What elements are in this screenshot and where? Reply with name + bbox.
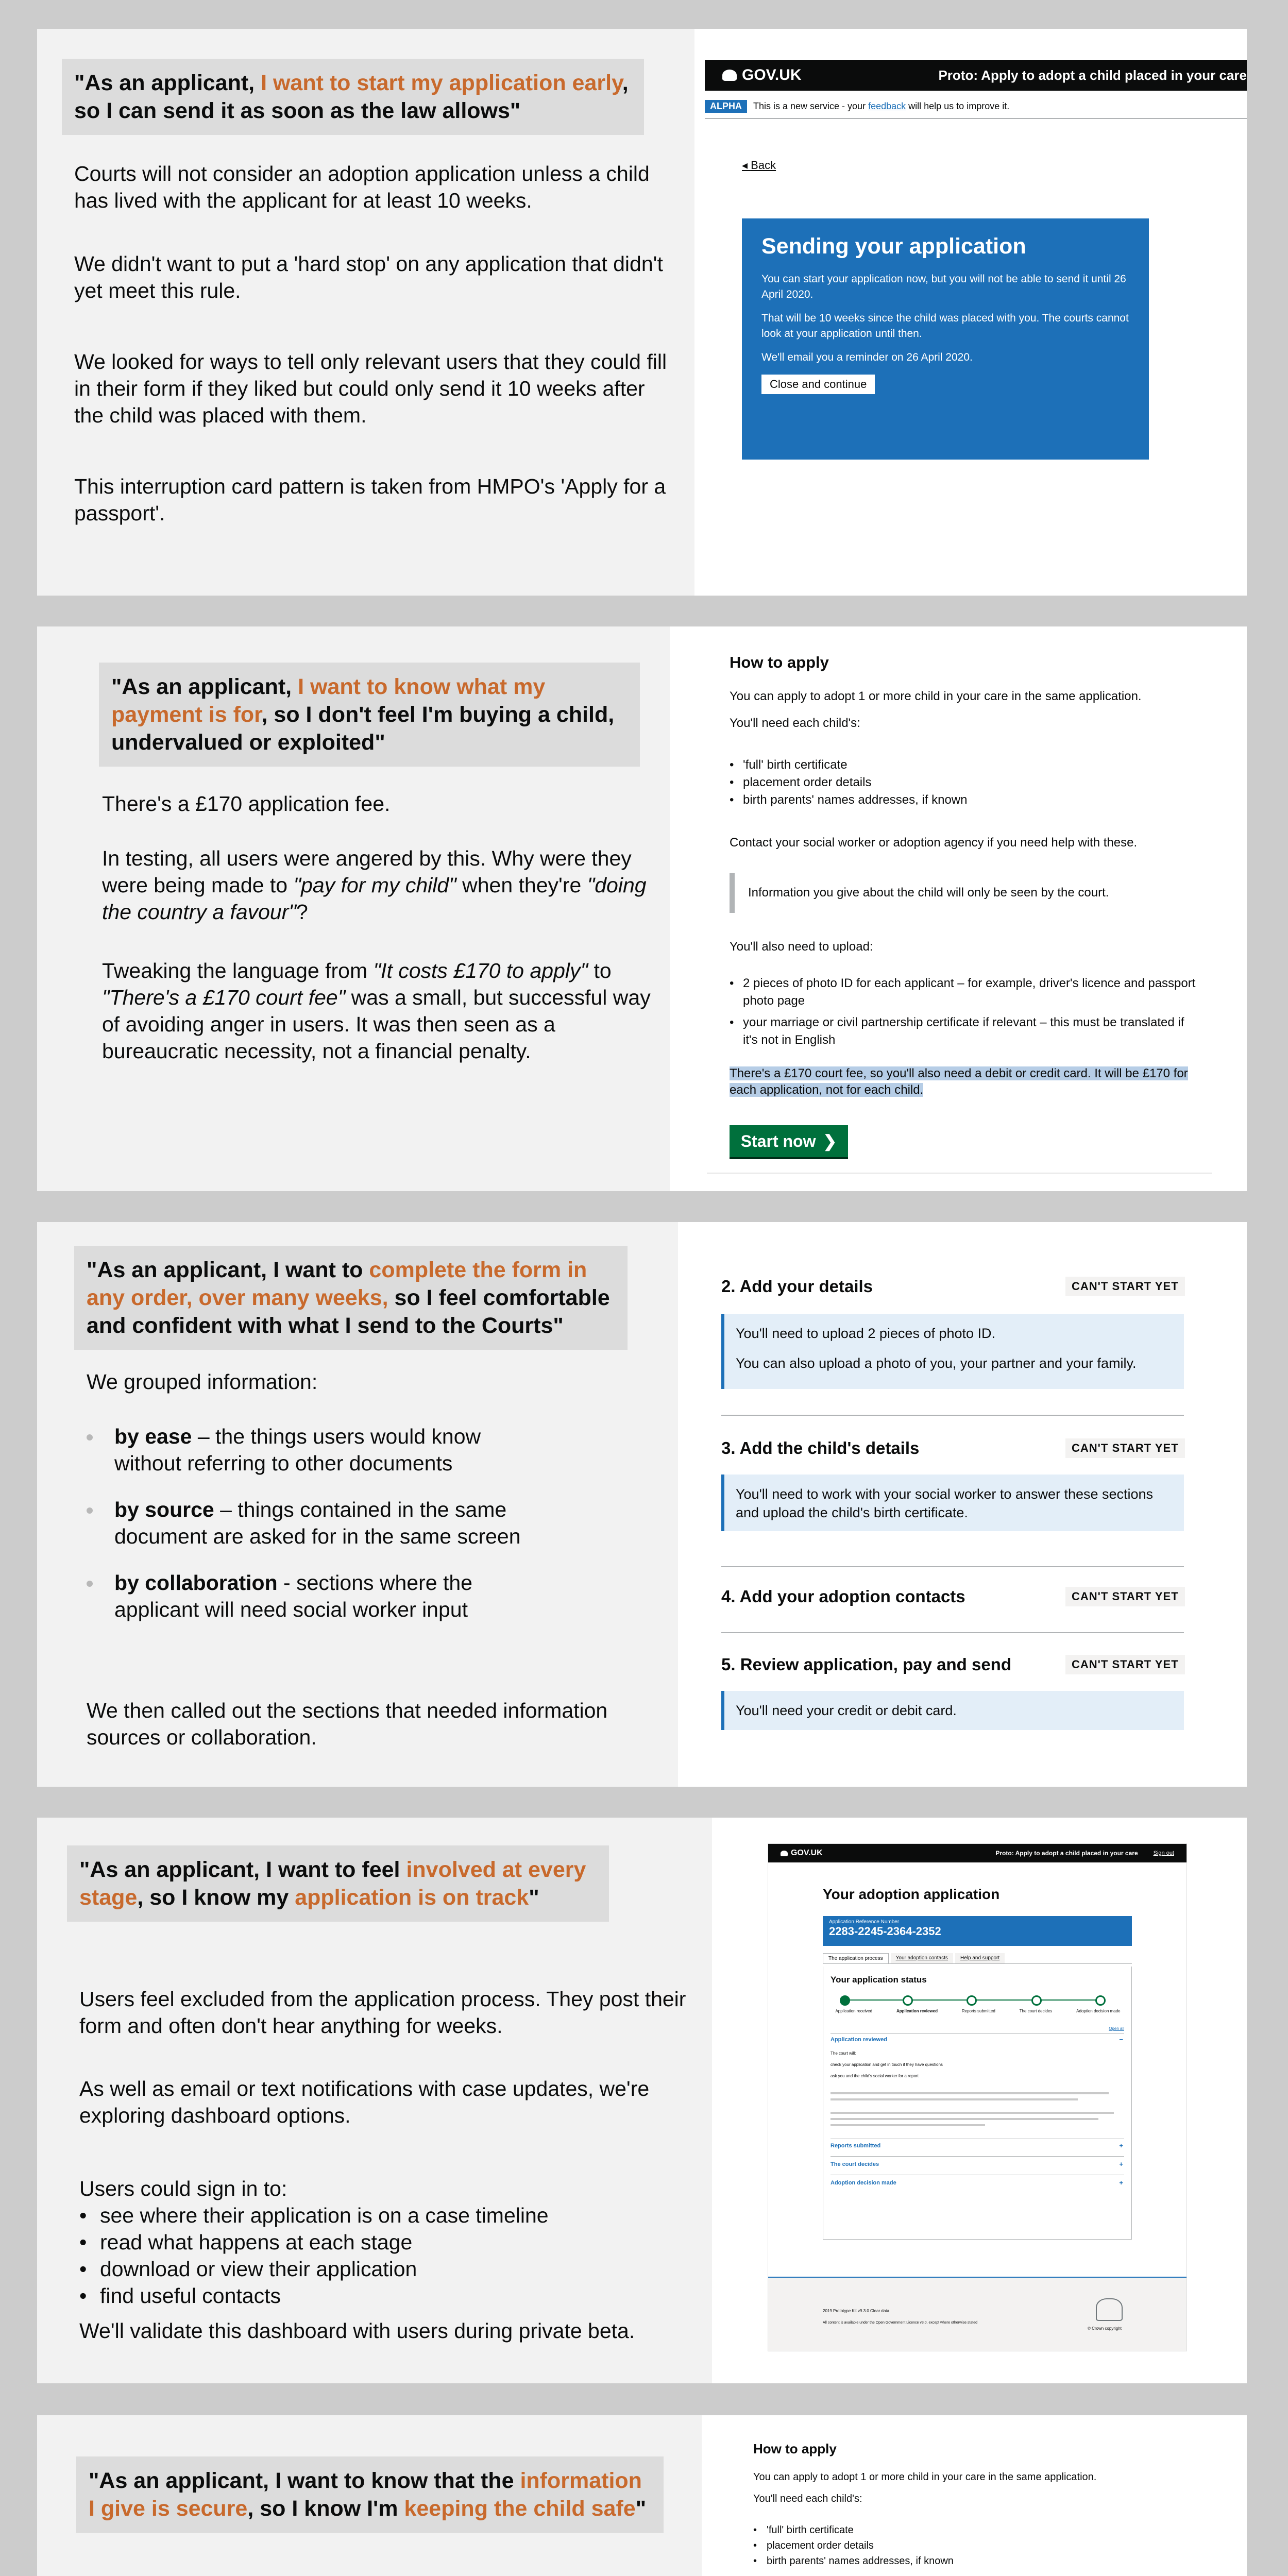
footer-links[interactable]: 2019 Prototype Kit v9.3.0 Clear data (823, 2309, 889, 2313)
paragraph: Users could sign in to: (79, 2177, 287, 2200)
interruption-panel (742, 218, 1149, 460)
accordion-reports-submitted[interactable]: Reports submitted (831, 2143, 881, 2149)
text: Contact your social worker or adoption agency if you need help with these. (730, 836, 1138, 850)
text-placeholder (831, 2092, 1109, 2094)
text-placeholder (831, 2098, 1078, 2100)
accordion-adoption-decision[interactable]: Adoption decision made (831, 2180, 896, 2186)
task-add-your-details[interactable]: 2. Add your details (721, 1277, 873, 1296)
plus-icon: + (1119, 2142, 1123, 2149)
text: You'll need each child's: (730, 716, 860, 730)
back-link[interactable]: ◂ Back (742, 159, 776, 172)
crest-icon (1096, 2298, 1123, 2321)
paragraph: We then called out the sections that needed information sources or collaboration. (87, 1699, 608, 1749)
how-to-apply-heading: How to apply (753, 2441, 837, 2456)
dashboard-frame (768, 1843, 1187, 2351)
uploads-list (730, 975, 1198, 1049)
sign-out-link[interactable]: Sign out (1153, 1850, 1174, 1856)
needs-list (730, 756, 1209, 809)
status-box (823, 1967, 1132, 2240)
panel-title: Sending your application (761, 234, 1026, 259)
open-all-link[interactable]: Open all (1109, 2026, 1124, 2031)
paragraph: We didn't want to put a 'hard stop' on any application that didn't yet meet this rule. (74, 252, 663, 302)
list-item: • read what happens at each stage (79, 2229, 687, 2256)
text: You can apply to adopt 1 or more child in your care in the same application. (730, 689, 1142, 703)
timeline-step (967, 1995, 977, 2006)
card-start-early (37, 29, 1247, 596)
govuk-header (768, 1844, 1187, 1862)
govuk-header (705, 60, 1247, 91)
list-item: • see where their application is on a case timeline (79, 2202, 687, 2229)
list-item: by collaboration - sections where the applicant will need social worker input (87, 1569, 550, 1623)
list-item: • find useful contacts (79, 2282, 687, 2309)
timeline-labels: Application received Application reviewed Reports submitted The court decides Adoption decision made (835, 2009, 1121, 2013)
list-item: • placement order details (730, 774, 1209, 791)
paragraph: As well as email or text notifications with case updates, we're exploring dashboard options. (79, 2077, 650, 2127)
screenshot-security (702, 2415, 1247, 2576)
list-item: • your marriage or civil partnership certificate if relevant – this must be translated if it's not in English (730, 1014, 1198, 1049)
text-placeholder (831, 2112, 1114, 2114)
plus-icon: + (1119, 2179, 1123, 2187)
dashboard-list (79, 2202, 687, 2309)
minus-icon: − (1119, 2036, 1123, 2043)
plus-icon: + (1119, 2160, 1123, 2168)
grouping-list (87, 1423, 550, 1640)
list-item: • birth parents' names addresses, if known (730, 791, 1209, 809)
divider (721, 1632, 1184, 1633)
paragraph: We'll validate this dashboard with users during private beta. (79, 2319, 635, 2343)
list-item: • 'full' birth certificate (730, 756, 1209, 774)
card-any-order (37, 1222, 1247, 1787)
chevron-right-icon: ❯ (823, 1132, 837, 1150)
service-name[interactable]: Proto: Apply to adopt a child placed in your care (938, 67, 1247, 83)
user-story-quote: "As an applicant, I want to start my application early, so I can send it as soon as the law allows" (62, 59, 644, 135)
list-item: by ease – the things users would know without referring to other documents (87, 1423, 550, 1477)
footer-licence: All content is available under the Open Government Licence v3.0, except where otherwise stated (823, 2321, 978, 2325)
crown-icon (722, 70, 737, 81)
quote-highlight: I want to start my application early (261, 71, 622, 95)
divider (831, 2156, 1124, 2157)
screenshot-interruption-card (694, 29, 1247, 596)
alpha-tag: ALPHA (705, 100, 747, 113)
dashboard-heading: Your adoption application (823, 1886, 1000, 1902)
status-tag: CAN'T START YET (1065, 1587, 1185, 1606)
govuk-logo[interactable]: GOV.UK (722, 66, 802, 84)
panel-text: You can start your application now, but you will not be able to send it until 26 April 2020. (761, 273, 1126, 300)
task-info-panel: You'll need your credit or debit card. (721, 1691, 1184, 1730)
timeline-step-current (903, 1995, 913, 2006)
inset-text: Information you give about the child will only be seen by the court. (730, 873, 1193, 913)
needs-list (753, 2522, 1217, 2569)
phase-banner: ALPHA This is a new service - your feedback will help us to improve it. (705, 100, 1247, 119)
card-text-panel (37, 1222, 678, 1787)
accordion-court-decides[interactable]: The court decides (831, 2161, 879, 2167)
list-item: • placement order details (753, 2538, 1217, 2553)
quote-highlight: involved at every stage (79, 1857, 586, 1910)
text: You'll also need to upload: (730, 940, 873, 954)
card-text-panel (37, 29, 694, 596)
task-info-panel: You'll need to work with your social worker to answer these sections and upload the child's birth certificate. (721, 1475, 1184, 1531)
list-item: by source – things contained in the same document are asked for in the same screen (87, 1496, 550, 1550)
quote-highlight: information I give is secure (89, 2468, 642, 2521)
user-story-quote: "As an applicant, I want to complete the form in any order, over many weeks, so I feel comfortable and confident with what I send to the Courts" (74, 1246, 628, 1350)
list-item: • birth parents' names addresses, if known (753, 2553, 1217, 2569)
divider (721, 1415, 1184, 1416)
paragraph: We grouped information: (87, 1370, 318, 1394)
how-to-apply-heading: How to apply (730, 653, 829, 671)
service-name[interactable]: Proto: Apply to adopt a child placed in your care (995, 1850, 1138, 1857)
text: You can apply to adopt 1 or more child in your care in the same application. (753, 2471, 1097, 2483)
paragraph: In testing, all users were angered by this. Why were they were being made to "pay for my child" when they're "doing the country a favour"? (102, 846, 647, 924)
quote-highlight: complete the form in any order, over many weeks, (87, 1258, 587, 1310)
card-text-panel (37, 1818, 712, 2383)
timeline-step (1095, 1995, 1106, 2006)
footer-copyright: © Crown copyright (1088, 2326, 1122, 2331)
user-story-quote: "As an applicant, I want to feel involved at every stage, so I know my application is on track" (67, 1845, 609, 1922)
timeline-step (1031, 1995, 1042, 2006)
paragraph: Courts will not consider an adoption application unless a child has lived with the applicant for at least 10 weeks. (74, 162, 650, 212)
task-add-adoption-contacts[interactable]: 4. Add your adoption contacts (721, 1587, 965, 1606)
status-tag: CAN'T START YET (1065, 1655, 1185, 1674)
status-heading: Your application status (831, 1975, 927, 1985)
list-item: • download or view their application (79, 2256, 687, 2282)
status-tag: CAN'T START YET (1065, 1438, 1185, 1458)
tab-application-process[interactable]: The application process (823, 1953, 889, 1963)
tab-help-support[interactable]: Help and support (955, 1953, 1005, 1963)
screenshot-task-list (678, 1222, 1247, 1787)
quote-highlight: keeping the child safe (404, 2496, 636, 2521)
paragraph: Tweaking the language from "It costs £170 to apply" to "There's a £170 court fee" was a small, but successful way of avoiding anger in users. It was then seen as a bureaucratic necessity, not a financial penalty. (102, 959, 651, 1063)
list-item: • 'full' birth certificate (753, 2522, 1217, 2538)
status-tag: CAN'T START YET (1065, 1277, 1185, 1296)
reference-panel: Application Reference Number 2283-2245-2364-2352 (823, 1916, 1132, 1946)
reference-number: 2283-2245-2364-2352 (829, 1925, 941, 1938)
paragraph: We looked for ways to tell only relevant users that they could fill in their form if they liked but could only send it 10 weeks after the child was placed with them. (74, 350, 667, 427)
task-info-panel: You'll need to upload 2 pieces of photo ID. You can also upload a photo of you, your partner and your family. (721, 1314, 1184, 1389)
reviewed-intro: The court will: (831, 2051, 856, 2056)
text-placeholder (831, 2124, 985, 2126)
start-now-button[interactable]: Start now ❯ (730, 1125, 848, 1157)
dashboard-tabs (823, 1953, 1132, 1964)
accordion-application-reviewed[interactable]: Application reviewed (831, 2037, 888, 2043)
close-and-continue-button[interactable]: Close and continue (761, 375, 875, 394)
task-review-pay-send[interactable]: 5. Review application, pay and send (721, 1655, 1011, 1674)
panel-text: We'll email you a reminder on 26 April 2020. (761, 351, 973, 363)
screenshot-dashboard (712, 1818, 1247, 2383)
divider (831, 2033, 1124, 2034)
crown-icon (781, 1851, 788, 1856)
list-item: • 2 pieces of photo ID for each applicant – for example, driver's licence and passport photo page (730, 975, 1198, 1010)
paragraph: This interruption card pattern is taken from HMPO's 'Apply for a passport'. (74, 474, 666, 525)
screenshot-how-to-apply (670, 626, 1247, 1191)
card-secure (37, 2415, 1247, 2576)
text: You'll need each child's: (753, 2493, 862, 2504)
user-story-quote: "As an applicant, I want to know that the information I give is secure, so I know I'm keeping the child safe" (76, 2456, 664, 2533)
paragraph: There's a £170 application fee. (102, 792, 391, 816)
quote-highlight: I want to know what my payment is for (111, 674, 546, 727)
court-fee-text: There's a £170 court fee, so you'll also need a debit or credit card. It will be £170 for each application, not for each child. (730, 1066, 1188, 1097)
reviewed-item: ask you and the child's social worker for a report (831, 2074, 919, 2078)
task-add-child-details[interactable]: 3. Add the child's details (721, 1438, 920, 1458)
user-story-quote: "As an applicant, I want to know what my payment is for, so I don't feel I'm buying a child, undervalued or exploited" (99, 663, 640, 767)
card-text-panel (37, 626, 670, 1191)
govuk-logo[interactable]: GOV.UK (781, 1849, 823, 1858)
text-placeholder (831, 2118, 1098, 2120)
card-involved (37, 1818, 1247, 2383)
card-text-panel (37, 2415, 702, 2576)
timeline-step-complete (840, 1995, 850, 2006)
quote-highlight: application is on track (295, 1885, 529, 1910)
divider (721, 1566, 1184, 1567)
panel-text: That will be 10 weeks since the child was placed with you. The courts cannot look at your application until then. (761, 312, 1129, 340)
paragraph: Users feel excluded from the application process. They post their form and often don't hear anything for weeks. (79, 1987, 686, 2038)
reviewed-item: check your application and get in touch if they have questions (831, 2062, 943, 2067)
govuk-footer (768, 2277, 1187, 2351)
card-payment (37, 626, 1247, 1191)
back-arrow-icon: ◂ (742, 159, 751, 172)
tab-adoption-contacts[interactable]: Your adoption contacts (891, 1953, 953, 1963)
feedback-link[interactable]: feedback (868, 101, 906, 111)
